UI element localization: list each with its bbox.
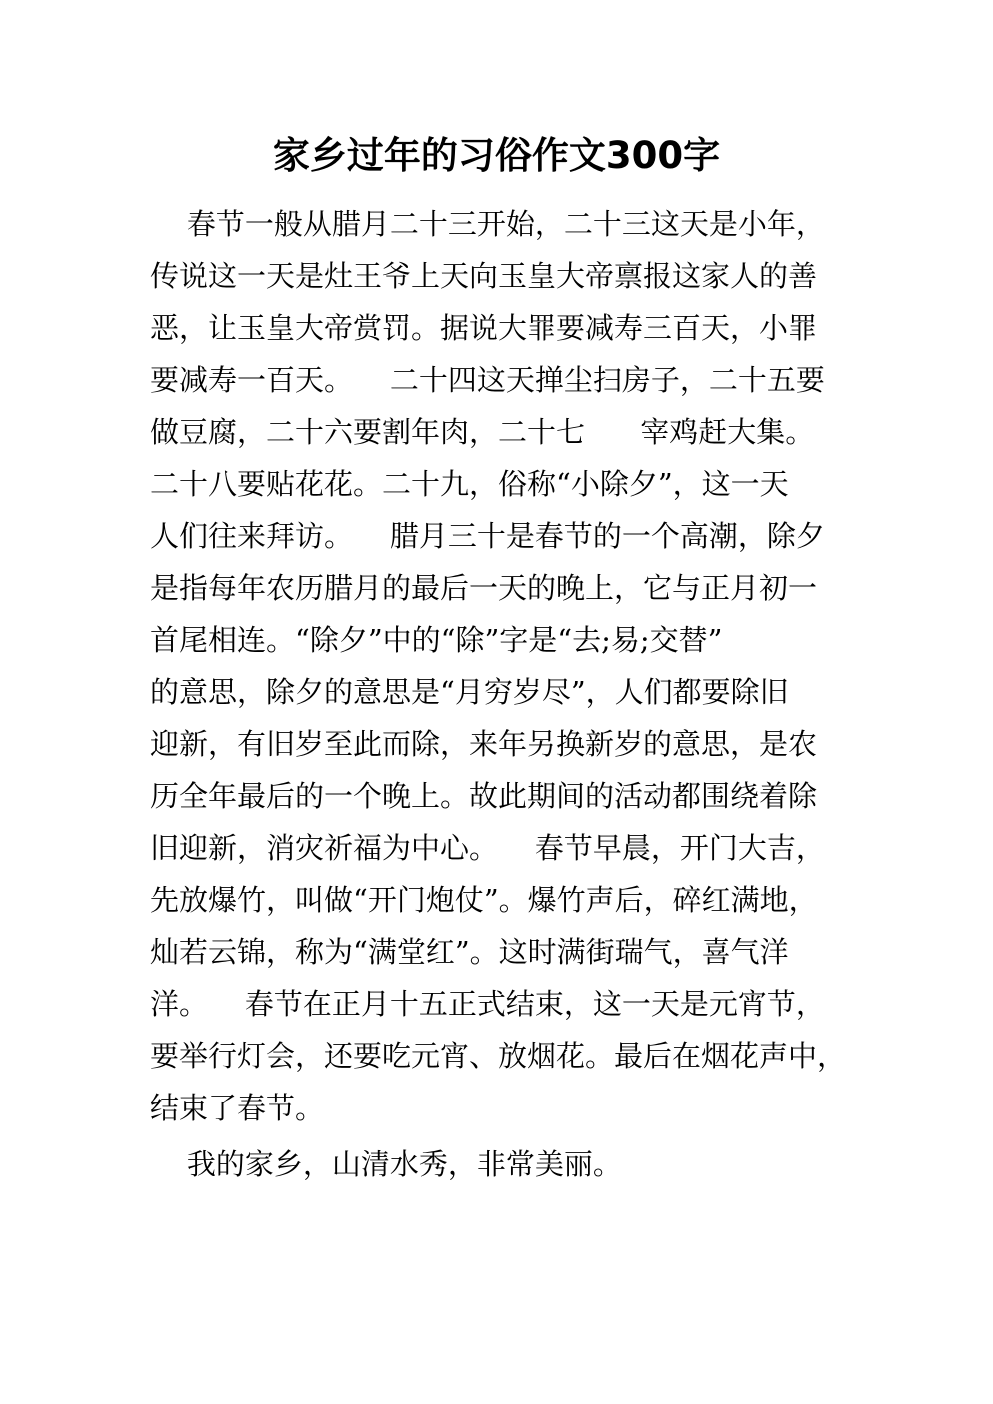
document-title: 家乡过年的习俗作文300字 [272, 134, 721, 177]
paragraph-line: 要举行灯会，还要吃元宵、放烟花。最后在烟花声中， [150, 1039, 847, 1073]
paragraph-line: 先放爆竹，叫做“开门炮仗”。爆竹声后，碎红满地， [150, 883, 818, 917]
paragraph-line: 灿若云锦，称为“满堂红”。这时满街瑞气，喜气洋 [150, 935, 789, 969]
paragraph-line: 首尾相连。“除夕”中的“除”字是“去;易;交替” [150, 623, 723, 657]
paragraph-line: 二十八要贴花花。二十九，俗称“小除夕”，这一天 [150, 467, 789, 501]
paragraph-line: 旧迎新，消灾祈福为中心。 春节早晨，开门大吉， [150, 831, 825, 865]
paragraph-line: 做豆腐，二十六要割年肉，二十七 宰鸡赶大集。 [150, 415, 815, 449]
paragraph-line: 要减寿一百天。 二十四这天掸尘扫房子，二十五要 [150, 363, 825, 397]
paragraph-line: 历全年最后的一个晚上。故此期间的活动都围绕着除 [150, 779, 818, 813]
paragraph-line: 人们往来拜访。 腊月三十是春节的一个高潮，除夕 [150, 519, 825, 553]
paragraph-line: 结束了春节。 [150, 1091, 325, 1125]
paragraph-line: 春节一般从腊月二十三开始，二十三这天是小年， [150, 207, 825, 241]
paragraph-line: 洋。 春节在正月十五正式结束，这一天是元宵节， [150, 987, 825, 1021]
paragraph-line: 是指每年农历腊月的最后一天的晚上，它与正月初一 [150, 571, 818, 605]
paragraph-line: 恶，让玉皇大帝赏罚。据说大罪要减寿三百天，小罪 [150, 311, 818, 345]
paragraph-line: 迎新，有旧岁至此而除，来年另换新岁的意思，是农 [150, 727, 818, 761]
paragraph-2 [150, 1138, 860, 1190]
paragraph-line: 传说这一天是灶王爷上天向玉皇大帝禀报这家人的善 [150, 259, 818, 293]
document-body [150, 198, 860, 1190]
paragraph-line: 我的家乡，山清水秀，非常美丽。 [150, 1147, 622, 1181]
paragraph-line: 的意思，除夕的意思是“月穷岁尽”，人们都要除旧 [150, 675, 789, 709]
paragraph-1 [150, 198, 860, 1134]
